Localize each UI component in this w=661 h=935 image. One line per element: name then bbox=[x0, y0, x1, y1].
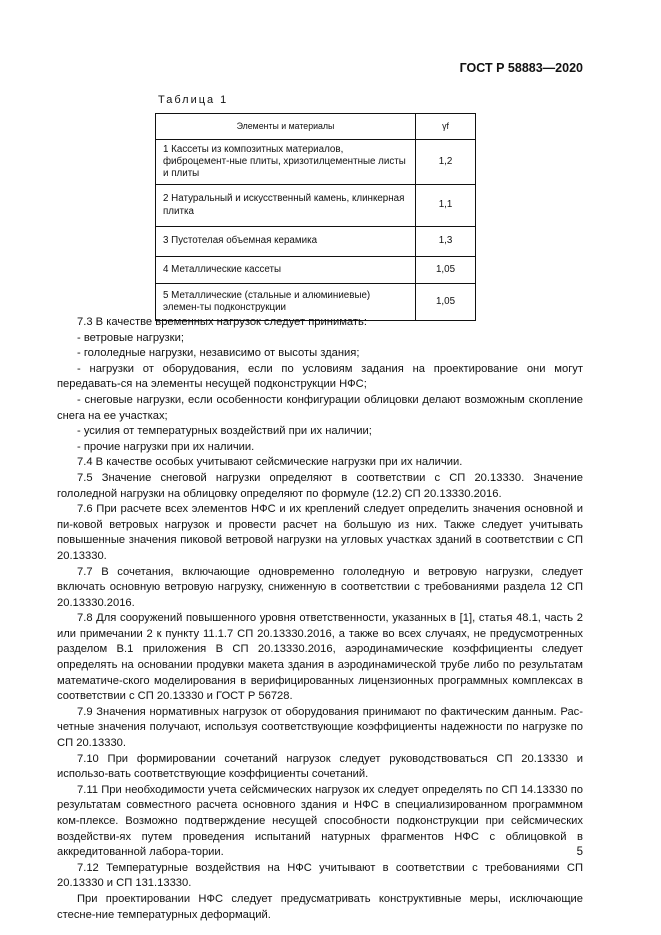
clause-7-12: 7.12 Температурные воздействия на НФС учитывают в соответствии с требованиями СП 20.13330 и СП 131.13330. bbox=[57, 861, 583, 890]
table-cell-coefficient: 1,05 bbox=[416, 257, 476, 284]
list-item: - ветровые нагрузки; bbox=[77, 331, 184, 344]
standard-designation: ГОСТ Р 58883—2020 bbox=[459, 61, 583, 75]
table-cell-material: 3 Пустотелая объемная керамика bbox=[156, 227, 416, 257]
clause-7-6: 7.6 При расчете всех элементов НФС и их креплений следует определить значения основной и пи-ковой ветровых нагрузок и провести расчет на большую из них. Также следует учитывать повышенные значения пиковой ветровой нагрузки на угловых участках зданий в соответствии с СП 20.13330. bbox=[57, 503, 583, 562]
column-header-gamma: γf bbox=[416, 114, 476, 140]
table-cell-material: 1 Кассеты из композитных материалов, фиброцемент-ные плиты, хризотилцементные листы и плиты bbox=[156, 140, 416, 185]
table-cell-material: 2 Натуральный и искусственный камень, клинкерная плитка bbox=[156, 185, 416, 227]
table-row bbox=[156, 185, 476, 227]
closing-paragraph: При проектировании НФС следует предусматривать конструктивные меры, исключающие стесне-ние температурных деформаций. bbox=[57, 892, 583, 921]
table-row bbox=[156, 227, 476, 257]
column-header-elements: Элементы и материалы bbox=[156, 114, 416, 140]
table-row bbox=[156, 257, 476, 284]
list-item: - нагрузки от оборудования, если по условиям задания на проектирование они могут передавать-ся на элементы несущей подконструкции НФС; bbox=[57, 362, 583, 391]
list-item: - снеговые нагрузки, если особенности конфигурации облицовки делают возможным скопление снега на ее участках; bbox=[57, 393, 583, 422]
clause-7-7: 7.7 В сочетания, включающие одновременно гололедную и ветровую нагрузки, следует включать основную ветровую нагрузку, сниженную в соответствии с требованиями раздела 12 СП 20.13330.2016. bbox=[57, 565, 583, 609]
table-cell-material: 5 Металлические (стальные и алюминиевые) элемен-ты подконструкции bbox=[156, 284, 416, 321]
table-row bbox=[156, 140, 476, 185]
table-cell-coefficient: 1,1 bbox=[416, 185, 476, 227]
clause-7-10: 7.10 При формировании сочетаний нагрузок следует руководствоваться СП 20.13330 и использо-вать соответствующие коэффициенты сочетаний. bbox=[57, 752, 583, 781]
list-item: - прочие нагрузки при их наличии. bbox=[77, 440, 255, 453]
clause-7-9: 7.9 Значения нормативных нагрузок от оборудования принимают по фактическим данным. Рас-четные значения получают, используя соответствующие коэффициенты надежности по нагрузке по СП 20.13330. bbox=[57, 705, 583, 750]
body-text bbox=[57, 315, 583, 923]
clause-7-8: 7.8 Для сооружений повышенного уровня ответственности, указанных в [1], статья 48.1, часть 2 или примечании 2 к пункту 11.1.7 СП 20.13330.2016, а также во всех случаях, не предусмотренных разделом В.1 приложения В СП 20.13330.2016, аэродинамические коэффициенты следует определять на основании продувки макета здания в аэродинамической трубе либо по результатам математиче-ского моделирования в верифицированных лицензионных программных комплексах в соответствии с СП 20.13330 и ГОСТ Р 56728. bbox=[57, 612, 583, 703]
clause-7-11: 7.11 При необходимости учета сейсмических нагрузок их следует определять по СП 14.13330 по результатам совместного расчета основного здания и НФС в специализированном программном ком-плексе. Возможно подтверждение несущей способности подконструкции при сейсмических воздействи-ях путем проведения испытаний натурных фрагментов НФС с облицовкой в аккредитованной лабора-тории. bbox=[57, 783, 583, 859]
table-cell-coefficient: 1,2 bbox=[416, 140, 476, 185]
list-item: - гололедные нагрузки, независимо от высоты здания; bbox=[77, 347, 360, 360]
clause-7-5: 7.5 Значение снеговой нагрузки определяют в соответствии с СП 20.13330. Значение гололедной нагрузки на облицовку определяют по формуле (12.2) СП 20.13330.2016. bbox=[57, 471, 583, 500]
table-cell-coefficient: 1,3 bbox=[416, 227, 476, 257]
clause-7-4: 7.4 В качестве особых учитывают сейсмические нагрузки при их наличии. bbox=[77, 456, 463, 469]
table-header-row bbox=[156, 114, 476, 140]
list-item: - усилия от температурных воздействий при их наличии; bbox=[77, 425, 372, 438]
page-number: 5 bbox=[576, 846, 583, 858]
table-cell-material: 4 Металлические кассеты bbox=[156, 257, 416, 284]
table-caption: Таблица 1 bbox=[158, 94, 229, 106]
table-cell-coefficient: 1,05 bbox=[416, 284, 476, 321]
clause-7-3: 7.3 В качестве временных нагрузок следует принимать: bbox=[77, 316, 367, 328]
coefficients-table bbox=[155, 113, 476, 321]
